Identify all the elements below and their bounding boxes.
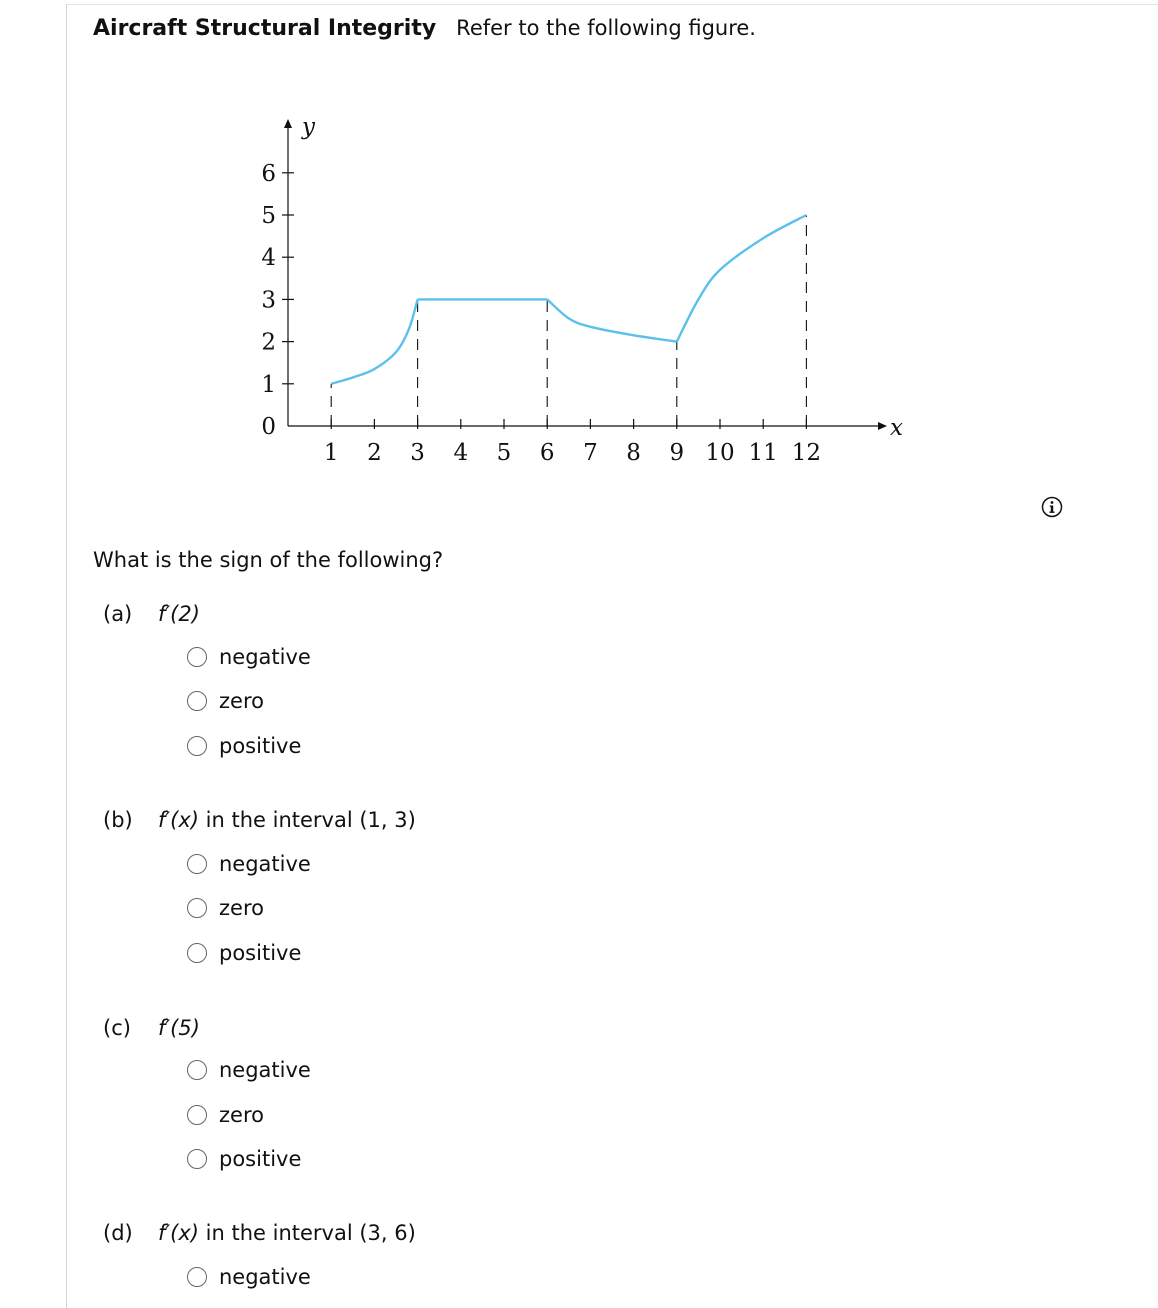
option-label: zero <box>219 896 264 920</box>
y-tick-label: 1 <box>261 371 276 398</box>
option-label: positive <box>219 734 302 758</box>
radio-button[interactable] <box>187 1267 207 1287</box>
part-b-suffix: in the interval (1, 3) <box>198 808 416 832</box>
y-tick-label: 3 <box>261 287 276 314</box>
radio-button[interactable] <box>187 691 207 711</box>
part-d-suffix: in the interval (3, 6) <box>198 1221 416 1245</box>
part-b-option-positive[interactable] <box>187 940 301 966</box>
x-tick-label: 4 <box>453 440 469 466</box>
option-label: negative <box>219 1265 311 1289</box>
y-tick-label: 4 <box>261 245 276 272</box>
radio-button[interactable] <box>187 854 207 874</box>
part-d-expression: f′(x) <box>158 1221 199 1245</box>
y-tick-label: 5 <box>261 203 276 229</box>
question-prompt: Refer to the following figure. <box>456 16 756 40</box>
option-label: zero <box>219 689 264 713</box>
radio-button[interactable] <box>187 1105 207 1125</box>
info-icon[interactable] <box>1041 496 1063 518</box>
part-a-option-zero[interactable] <box>187 688 264 714</box>
part-b-letter: (b) <box>103 808 133 832</box>
top-divider <box>66 4 1158 5</box>
function-curve <box>331 215 806 384</box>
x-tick-label: 5 <box>496 440 512 466</box>
y-tick-label: 6 <box>261 160 276 187</box>
question-text: What is the sign of the following? <box>93 548 444 572</box>
x-tick-label: 7 <box>583 440 598 466</box>
part-c-option-negative[interactable] <box>187 1057 311 1083</box>
part-b-option-negative[interactable] <box>187 851 311 877</box>
option-label: negative <box>219 1058 311 1082</box>
part-b-label <box>103 808 416 832</box>
x-tick-label: 6 <box>539 440 555 466</box>
x-tick-label: 9 <box>669 440 685 466</box>
x-tick-label: 8 <box>626 440 641 466</box>
radio-button[interactable] <box>187 736 207 756</box>
part-c-expression: f′(5) <box>158 1016 200 1040</box>
x-axis-label: x <box>890 415 903 441</box>
x-tick-label: 12 <box>791 440 822 466</box>
x-axis-arrow <box>878 422 887 430</box>
radio-button[interactable] <box>187 943 207 963</box>
option-label: positive <box>219 941 302 965</box>
radio-button[interactable] <box>187 1060 207 1080</box>
graph-svg <box>250 108 910 478</box>
x-tick-label: 2 <box>367 440 382 466</box>
page-title: Aircraft Structural Integrity <box>93 16 437 41</box>
graph-figure <box>250 108 910 478</box>
part-c-option-zero[interactable] <box>187 1102 264 1128</box>
part-b-option-zero[interactable] <box>187 895 264 921</box>
part-d-label <box>103 1221 416 1245</box>
left-divider <box>66 4 67 1308</box>
part-a-expression: f′(2) <box>158 602 200 626</box>
part-c-option-positive[interactable] <box>187 1146 301 1172</box>
y-tick-label: 2 <box>261 329 276 356</box>
part-a-letter: (a) <box>103 602 133 626</box>
y-tick-label: 0 <box>261 414 276 440</box>
y-axis-label: y <box>302 114 315 140</box>
x-tick-label: 10 <box>705 440 735 466</box>
part-c-letter: (c) <box>103 1016 131 1040</box>
question-header <box>93 16 756 41</box>
part-b-expression: f′(x) <box>158 808 199 832</box>
part-a-option-positive[interactable] <box>187 733 301 759</box>
x-tick-label: 1 <box>323 440 339 466</box>
part-d-letter: (d) <box>103 1221 133 1245</box>
radio-button[interactable] <box>187 1149 207 1169</box>
radio-button[interactable] <box>187 647 207 667</box>
y-axis-arrow <box>284 119 292 128</box>
radio-button[interactable] <box>187 898 207 918</box>
part-a-label <box>103 602 200 626</box>
x-tick-label: 3 <box>410 440 425 466</box>
part-a-option-negative[interactable] <box>187 644 311 670</box>
part-c-label <box>103 1016 200 1040</box>
option-label: negative <box>219 852 311 876</box>
x-tick-label: 11 <box>748 440 778 466</box>
option-label: zero <box>219 1103 264 1127</box>
option-label: positive <box>219 1147 302 1171</box>
option-label: negative <box>219 645 311 669</box>
part-d-option-negative[interactable] <box>187 1264 311 1290</box>
